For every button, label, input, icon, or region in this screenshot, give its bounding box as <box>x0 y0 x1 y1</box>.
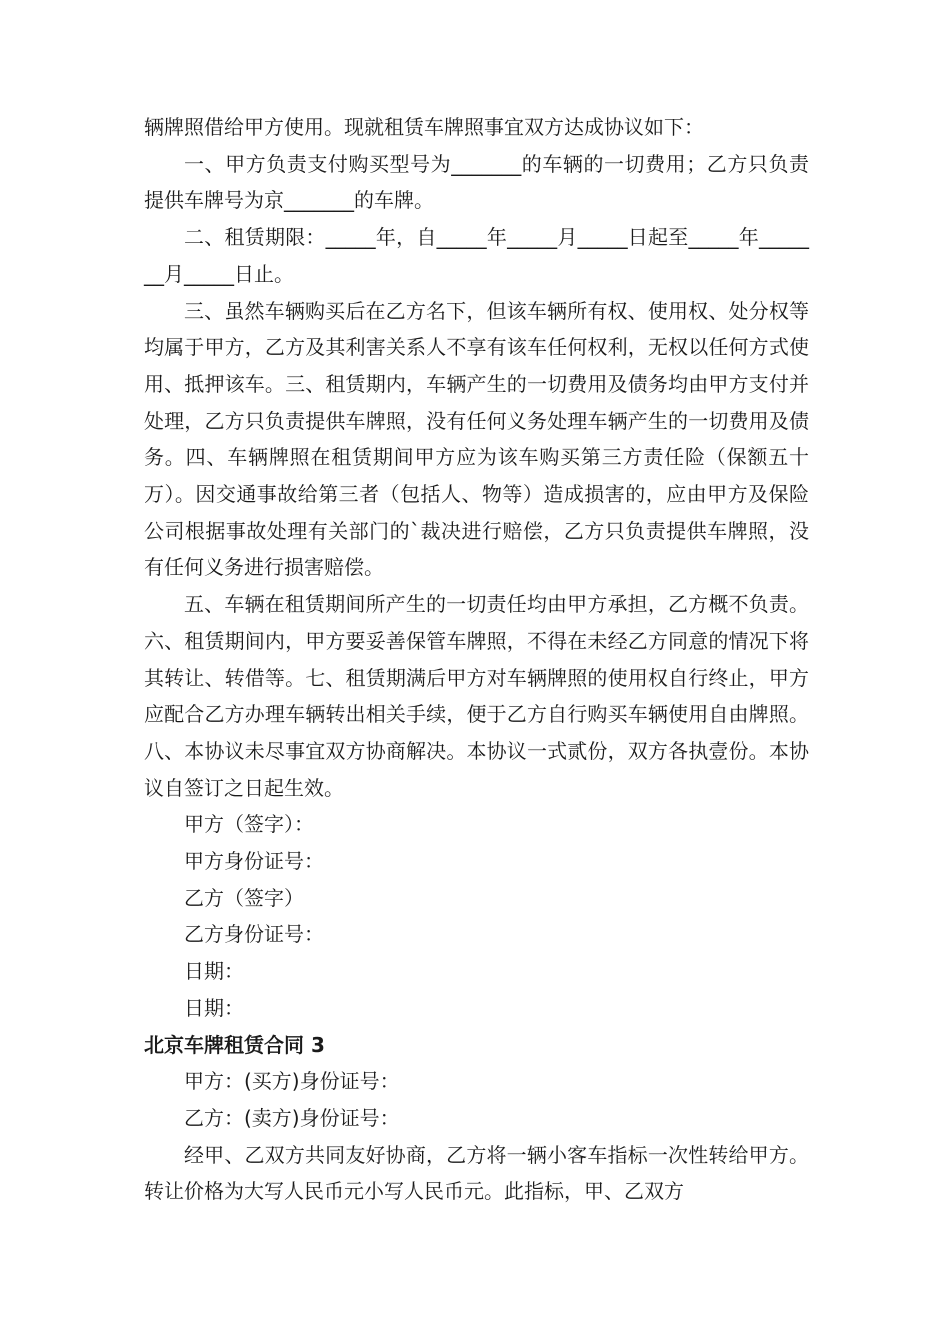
clause-3-4-paragraph: 三、虽然车辆购买后在乙方名下，但该车辆所有权、使用权、处分权等均属于甲方，乙方及其利害关系人不享有该车任何权利，无权以任何方式使用、抵押该车。三、租赁期内，车辆产生的一切费用及债务均由甲方支付并处理，乙方只负责提供车牌照，没有任何义务处理车辆产生的一切费用及债务。四、车辆牌照在租赁期间甲方应为该车购买第三方责任险（保额五十万）。因交通事故给第三者（包括人、物等）造成损害的，应由甲方及保险公司根据事故处理有关部门的`裁决进行赔偿，乙方只负责提供车牌照，没有任何义务进行损害赔偿。 <box>144 298 809 580</box>
paragraph-continuation: 辆牌照借给甲方使用。现就租赁车牌照事宜双方达成协议如下： <box>144 115 704 139</box>
party-b-id-field: 乙方身份证号： <box>184 922 324 947</box>
seller-id-field: 乙方：(卖方)身份证号： <box>184 1105 400 1130</box>
party-a-id-field: 甲方身份证号： <box>184 849 324 874</box>
clause-5-8-paragraph: 五、车辆在租赁期间所产生的一切责任均由甲方承担，乙方概不负责。六、租赁期间内，甲方要妥善保管车牌照，不得在未经乙方同意的情况下将其转让、转借等。七、租赁期满后甲方对车辆牌照的使用权自行终止，甲方应配合乙方办理车辆转出相关手续，便于乙方自行购买车辆使用自由牌照。八、本协议未尽事宜双方协商解决。本协议一式贰份，双方各执壹份。本协议自签订之日起生效。 <box>144 592 809 800</box>
party-b-signature-field: 乙方（签字） <box>184 885 304 910</box>
section-title: 北京车牌租赁合同 3 <box>144 1032 325 1057</box>
section-intro-paragraph: 经甲、乙双方共同友好协商，乙方将一辆小客车指标一次性转给甲方。转让价格为大写人民币元小写人民币元。此指标，甲、乙双方 <box>144 1142 809 1204</box>
party-a-signature-field: 甲方（签字）： <box>184 812 314 837</box>
date-field-1: 日期： <box>184 959 244 984</box>
document-body <box>144 109 809 1210</box>
date-field-2: 日期： <box>184 995 244 1020</box>
buyer-id-field: 甲方：(买方)身份证号： <box>184 1069 400 1094</box>
clause-2-paragraph: 二、租赁期限：_____年，自_____年_____月_____日起至_____年_______月_____日止。 <box>144 225 809 286</box>
clause-1-paragraph: 一、甲方负责支付购买型号为_______的车辆的一切费用；乙方只负责提供车牌号为京_______的车牌。 <box>144 151 809 213</box>
